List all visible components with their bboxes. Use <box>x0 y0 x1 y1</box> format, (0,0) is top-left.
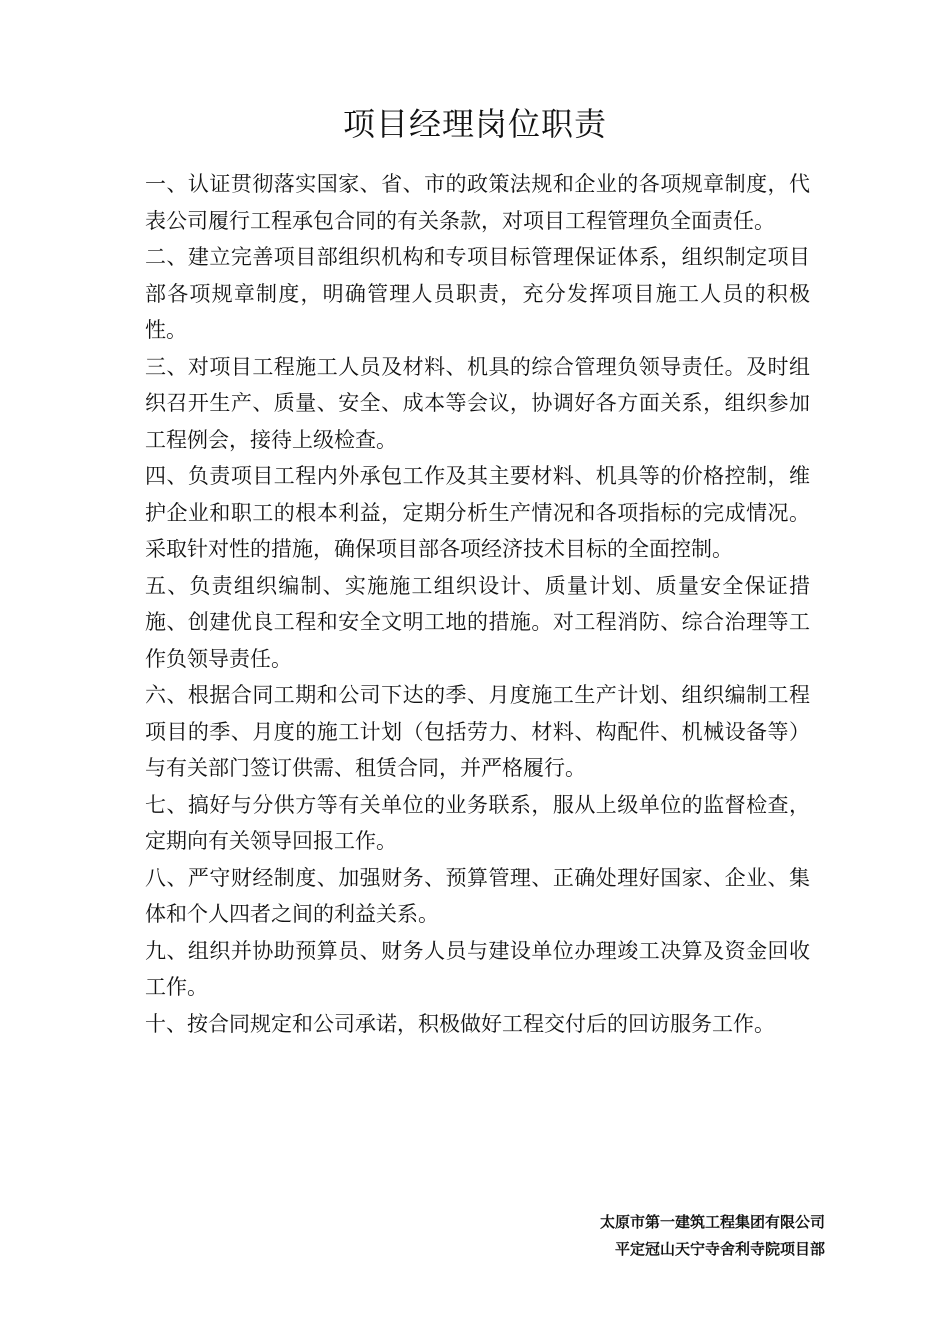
duty-paragraph-3: 三、对项目工程施工人员及材料、机具的综合管理负领导责任。及时组织召开生产、质量、安全、成本等会议，协调好各方面关系，组织参加工程例会，接待上级检查。 <box>145 354 810 452</box>
duty-paragraph-2: 二、建立完善项目部组织机构和专项目标管理保证体系，组织制定项目部各项规章制度，明确管理人员职责，充分发挥项目施工人员的积极性。 <box>145 245 810 342</box>
duty-paragraph-9: 九、组织并协助预算员、财务人员与建设单位办理竣工决算及资金回收工作。 <box>145 938 810 999</box>
duty-paragraph-7: 七、搞好与分供方等有关单位的业务联系，服从上级单位的监督检查，定期向有关领导回报工作。 <box>145 792 810 853</box>
duty-paragraph-10: 十、按合同规定和公司承诺，积极做好工程交付后的回访服务工作。 <box>145 1011 775 1036</box>
duty-paragraph-1: 一、认证贯彻落实国家、省、市的政策法规和企业的各项规章制度，代表公司履行工程承包合同的有关条款，对项目工程管理负全面责任。 <box>145 172 810 233</box>
document-title: 项目经理岗位职责 <box>342 105 607 143</box>
duty-paragraph-8: 八、严守财经制度、加强财务、预算管理、正确处理好国家、企业、集体和个人四者之间的利益关系。 <box>145 865 810 926</box>
duty-paragraph-5: 五、负责组织编制、实施施工组织设计、质量计划、质量安全保证措施、创建优良工程和安全文明工地的措施。对工程消防、综合治理等工作负领导责任。 <box>145 573 810 671</box>
duty-paragraph-4: 四、负责项目工程内外承包工作及其主要材料、机具等的价格控制，维护企业和职工的根本利益，定期分析生产情况和各项指标的完成情况。采取针对性的措施，确保项目部各项经济技术目标的全面控制。 <box>145 464 810 561</box>
duty-paragraph-6: 六、根据合同工期和公司下达的季、月度施工生产计划、组织编制工程项目的季、月度的施工计划（包括劳力、材料、构配件、机械设备等）与有关部门签订供需、租赁合同，并严格履行。 <box>145 683 810 780</box>
footer-department: 平定冠山天宁寺舍利寺院项目部 <box>614 1240 825 1258</box>
duty-list <box>145 166 810 1042</box>
document-footer <box>480 1209 825 1263</box>
footer-company: 太原市第一建筑工程集团有限公司 <box>599 1213 825 1231</box>
